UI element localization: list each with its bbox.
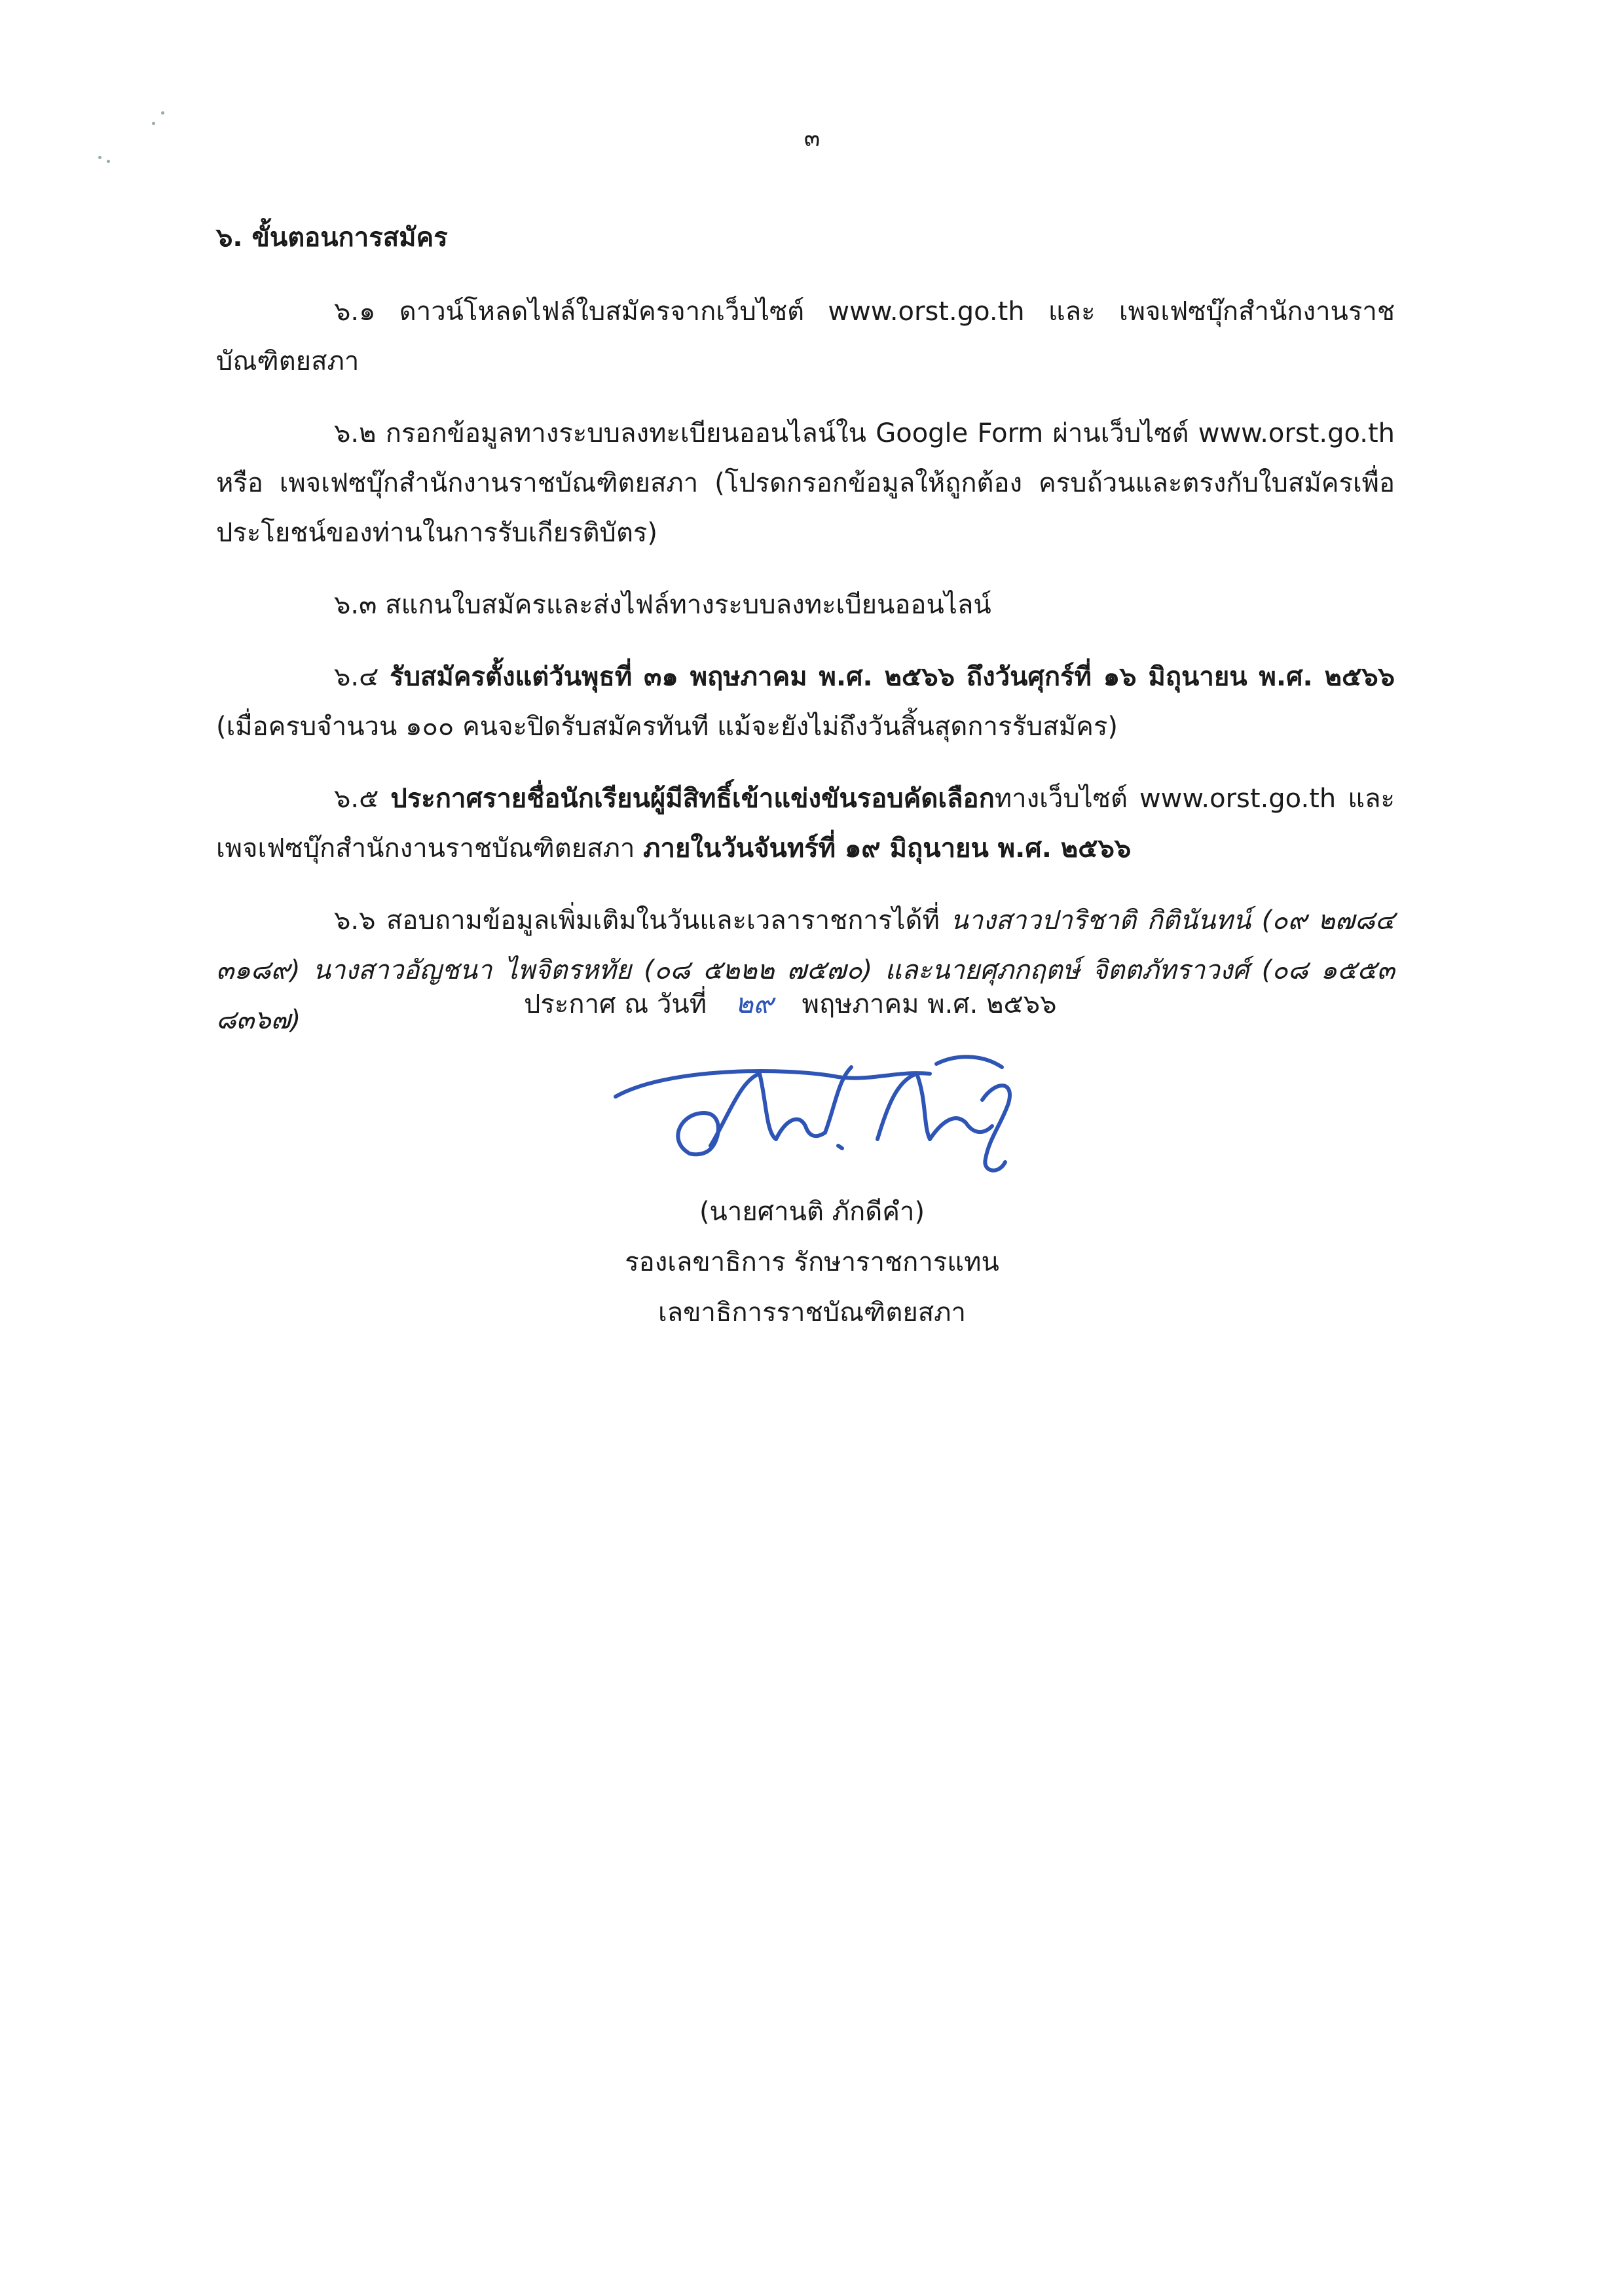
handwritten-day: ๒๙ — [735, 987, 774, 1019]
step-number: ๖.๒ — [334, 418, 377, 448]
signatory-organization: เลขาธิการราชบัณฑิตยสภา — [657, 1298, 967, 1328]
scan-speck — [107, 160, 110, 163]
announcement-date: ภายในวันจันทร์ที่ ๑๙ มิถุนายน พ.ศ. ๒๕๖๖ — [643, 833, 1132, 864]
step-text: สอบถามข้อมูลเพิ่มเติมในวันและเวลาราชการได้ที่ — [386, 905, 940, 936]
section-heading: ๖. ขั้นตอนการสมัคร — [216, 223, 448, 253]
announcement-prefix: ประกาศ ณ วันที่ — [524, 989, 707, 1019]
step-number: ๖.๑ — [334, 297, 376, 327]
announcement-heading: ประกาศรายชื่อนักเรียนผู้มีสิทธิ์เข้าแข่งขันรอบคัดเลือก — [390, 784, 995, 814]
step-text: ทางเว็บไซต์ www.orst.go.th และเพจเฟซบุ๊กสำนักงานราชบัณฑิตยสภา — [216, 784, 1395, 864]
step-number: ๖.๕ — [334, 784, 379, 814]
announcement-date-line — [524, 982, 1057, 1025]
step-number: ๖.๓ — [334, 590, 377, 620]
step-number: ๖.๖ — [334, 905, 376, 936]
page-number: ๓ — [803, 125, 821, 152]
step-text: สแกนใบสมัครและส่งไฟล์ทางระบบลงทะเบียนออนไลน์ — [385, 590, 991, 620]
document-body — [216, 216, 1395, 1067]
scan-speck — [161, 111, 164, 115]
step-6-3 — [216, 580, 1395, 630]
step-6-4 — [216, 652, 1395, 752]
step-6-1 — [216, 287, 1395, 386]
registration-period: รับสมัครตั้งแต่วันพุธที่ ๓๑ พฤษภาคม พ.ศ. ๒๕๖๖ ถึงวันศุกร์ที่ ๑๖ มิถุนายน พ.ศ. ๒๕๖๖ — [390, 662, 1395, 692]
signatory-title: รองเลขาธิการ รักษาราชการแทน — [625, 1247, 999, 1277]
step-text: กรอกข้อมูลทางระบบลงทะเบียนออนไลน์ใน Google Form ผ่านเว็บไซต์ www.orst.go.th หรือ เพจเฟซบุ๊กสำนักงานราชบัณฑิตยสภา (โปรดกรอกข้อมูลให้ถูกต้อง ครบถ้วนและตรงกับใบสมัครเพื่อประโยชน์ของท่านในการรับเกียรติบัตร) — [216, 418, 1395, 548]
step-text: (เมื่อครบจำนวน ๑๐๐ คนจะปิดรับสมัครทันที แม้จะยังไม่ถึงวันสิ้นสุดการรับสมัคร) — [216, 712, 1118, 742]
step-6-2 — [216, 409, 1395, 558]
step-number: ๖.๔ — [334, 662, 379, 692]
signatory-name: (นายศานติ ภักดีคำ) — [699, 1197, 925, 1227]
step-text: ดาวน์โหลดไฟล์ใบสมัครจากเว็บไซต์ www.orst.go.th และ เพจเฟซบุ๊กสำนักงานราชบัณฑิตยสภา — [216, 297, 1395, 376]
step-6-5 — [216, 774, 1395, 873]
contact-list: นางสาวปาริชาติ กิตินันทน์ (๐๙ ๒๗๘๔ ๓๑๘๙) นางสาวอัญชนา ไพจิตรหทัย (๐๘ ๕๒๒๒ ๗๕๗๐) และนายศุภกฤตษ์ จิตตภัทราวงศ์ (๐๘ ๑๕๕๓ ๘๓๖๗) — [216, 905, 1395, 1035]
handwritten-signature — [589, 1041, 1048, 1178]
announcement-suffix: พฤษภาคม พ.ศ. ๒๕๖๖ — [802, 989, 1057, 1019]
